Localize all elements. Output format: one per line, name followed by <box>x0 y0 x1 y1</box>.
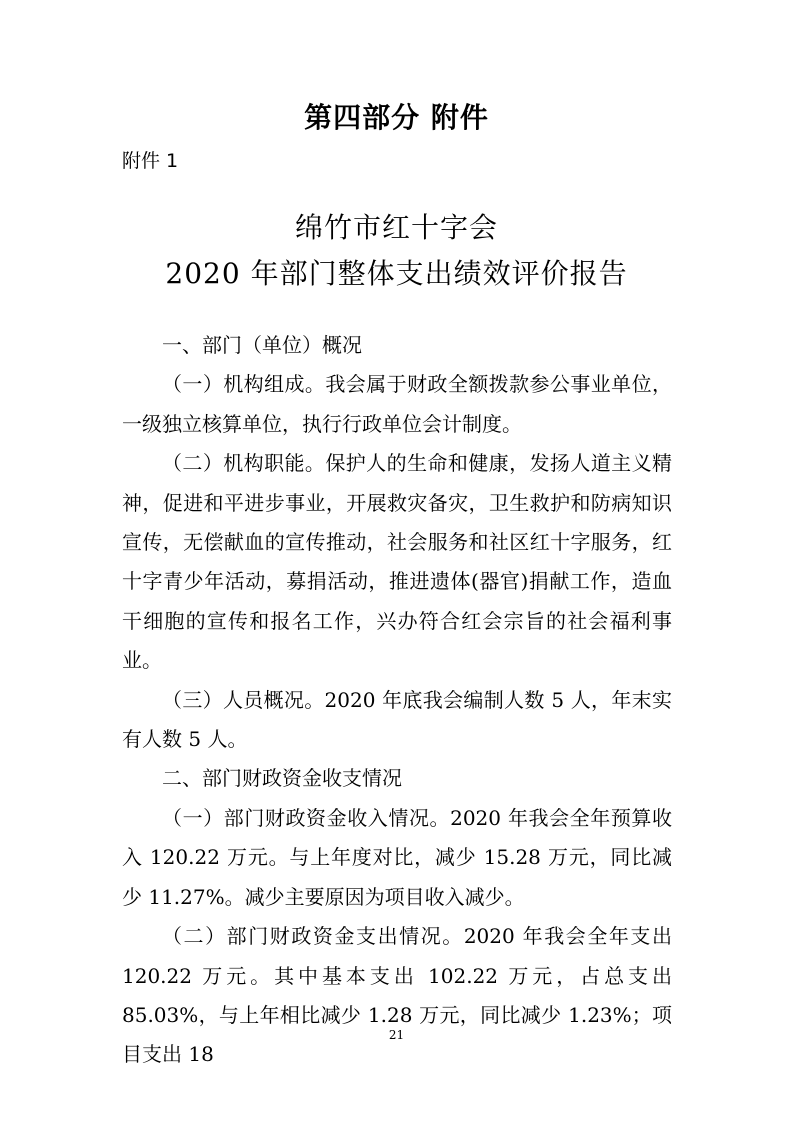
paragraph-staff: （三）人员概况。2020 年底我会编制人数 5 人，年末实有人数 5 人。 <box>122 687 672 752</box>
part-title: 第四部分 附件 <box>304 101 489 134</box>
report-body <box>122 326 672 1075</box>
page-number: 21 <box>388 1028 405 1042</box>
paragraph-income: （一）部门财政资金收入情况。2020 年我会全年预算收入 120.22 万元。与上年度对比，减少 15.28 万元，同比减少 11.27%。减少主要原因为项目收入减少。 <box>122 805 672 909</box>
report-title-line2: 2020 年部门整体支出绩效评价报告 <box>165 257 628 290</box>
paragraph-expenditure: （二）部门财政资金支出情况。2020 年我会全年支出 120.22 万元。其中基本支出 102.22 万元，占总支出 85.03%，与上年相比减少 1.28 万元，同比减少 1.23%；项目支出 18 <box>122 924 672 1067</box>
section-heading-overview: 一、部门（单位）概况 <box>162 333 362 357</box>
paragraph-organization: （一）机构组成。我会属于财政全额拨款参公事业单位，一级独立核算单位，执行行政单位会计制度。 <box>122 372 672 436</box>
paragraph-functions: （二）机构职能。保护人的生命和健康，发扬人道主义精神，促进和平进步事业，开展救灾备灾，卫生救护和防病知识宣传，无偿献血的宣传推动，社会服务和社区红十字服务，红十字青少年活动，募捐活动，推进遗体(器官)捐献工作，造血干细胞的宣传和报名工作，兴办符合红会宗旨的社会福利事业。 <box>122 451 672 673</box>
attachment-label: 附件 1 <box>122 150 179 172</box>
section-heading-finance: 二、部门财政资金收支情况 <box>162 766 402 791</box>
report-title-line1: 绵竹市红十字会 <box>294 211 498 244</box>
